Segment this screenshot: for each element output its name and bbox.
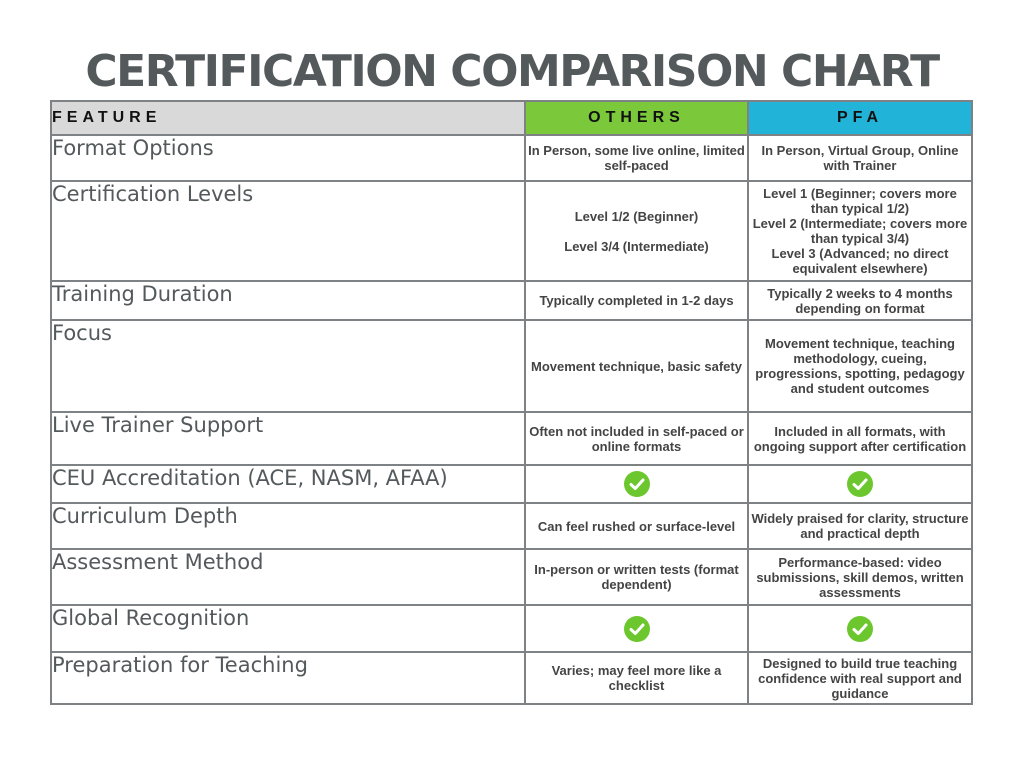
others-cell: Typically completed in 1-2 days xyxy=(525,281,748,320)
others-cell xyxy=(525,181,748,281)
pfa-cell xyxy=(748,465,972,503)
pfa-cell: Movement technique, teaching methodology, cueing, progressions, spotting, pedagogy and student outcomes xyxy=(748,320,972,412)
comparison-table xyxy=(50,100,973,705)
feature-label: Assessment Method xyxy=(51,549,525,605)
table-row xyxy=(51,320,972,412)
feature-label: CEU Accreditation (ACE, NASM, AFAA) xyxy=(51,465,525,503)
pfa-line: Level 2 (Intermediate; covers more than typical 3/4) xyxy=(752,216,968,246)
feature-label: Format Options xyxy=(51,135,525,181)
header-pfa: PFA xyxy=(748,101,972,135)
pfa-cell: Designed to build true teaching confidence with real support and guidance xyxy=(748,652,972,704)
pfa-cell xyxy=(748,605,972,652)
table-row xyxy=(51,181,972,281)
feature-label: Focus xyxy=(51,320,525,412)
others-cell xyxy=(525,605,748,652)
table-row xyxy=(51,281,972,320)
others-cell: Can feel rushed or surface-level xyxy=(525,503,748,549)
pfa-cell: Included in all formats, with ongoing support after certification xyxy=(748,412,972,465)
table-row xyxy=(51,549,972,605)
check-circle-icon xyxy=(623,470,651,498)
pfa-cell xyxy=(748,181,972,281)
others-line: Level 3/4 (Intermediate) xyxy=(564,238,709,254)
pfa-cell: In Person, Virtual Group, Online with Trainer xyxy=(748,135,972,181)
feature-label: Preparation for Teaching xyxy=(51,652,525,704)
feature-label: Training Duration xyxy=(51,281,525,320)
header-feature: FEATURE xyxy=(51,101,525,135)
header-others: OTHERS xyxy=(525,101,748,135)
others-cell: Often not included in self-paced or online formats xyxy=(525,412,748,465)
check-circle-icon xyxy=(846,470,874,498)
others-cell: Varies; may feel more like a checklist xyxy=(525,652,748,704)
pfa-line: Level 1 (Beginner; covers more than typical 1/2) xyxy=(763,186,957,216)
pfa-cell: Performance-based: video submissions, skill demos, written assessments xyxy=(748,549,972,605)
table-row xyxy=(51,465,972,503)
pfa-line: Level 3 (Advanced; no direct equivalent elsewhere) xyxy=(771,246,949,276)
others-cell: Movement technique, basic safety xyxy=(525,320,748,412)
feature-label: Live Trainer Support xyxy=(51,412,525,465)
feature-label: Curriculum Depth xyxy=(51,503,525,549)
others-cell: In-person or written tests (format dependent) xyxy=(525,549,748,605)
table-row xyxy=(51,652,972,704)
feature-label: Certification Levels xyxy=(51,181,525,281)
others-cell: In Person, some live online, limited self-paced xyxy=(525,135,748,181)
pfa-cell: Widely praised for clarity, structure and practical depth xyxy=(748,503,972,549)
header-row xyxy=(51,101,972,135)
check-circle-icon xyxy=(623,615,651,643)
table-row xyxy=(51,412,972,465)
pfa-cell: Typically 2 weeks to 4 months depending on format xyxy=(748,281,972,320)
feature-label: Global Recognition xyxy=(51,605,525,652)
check-circle-icon xyxy=(846,615,874,643)
table-row xyxy=(51,605,972,652)
table-row xyxy=(51,503,972,549)
page-title: CERTIFICATION COMPARISON CHART xyxy=(85,46,939,97)
others-cell xyxy=(525,465,748,503)
others-line: Level 1/2 (Beginner) xyxy=(574,208,699,224)
table-row xyxy=(51,135,972,181)
